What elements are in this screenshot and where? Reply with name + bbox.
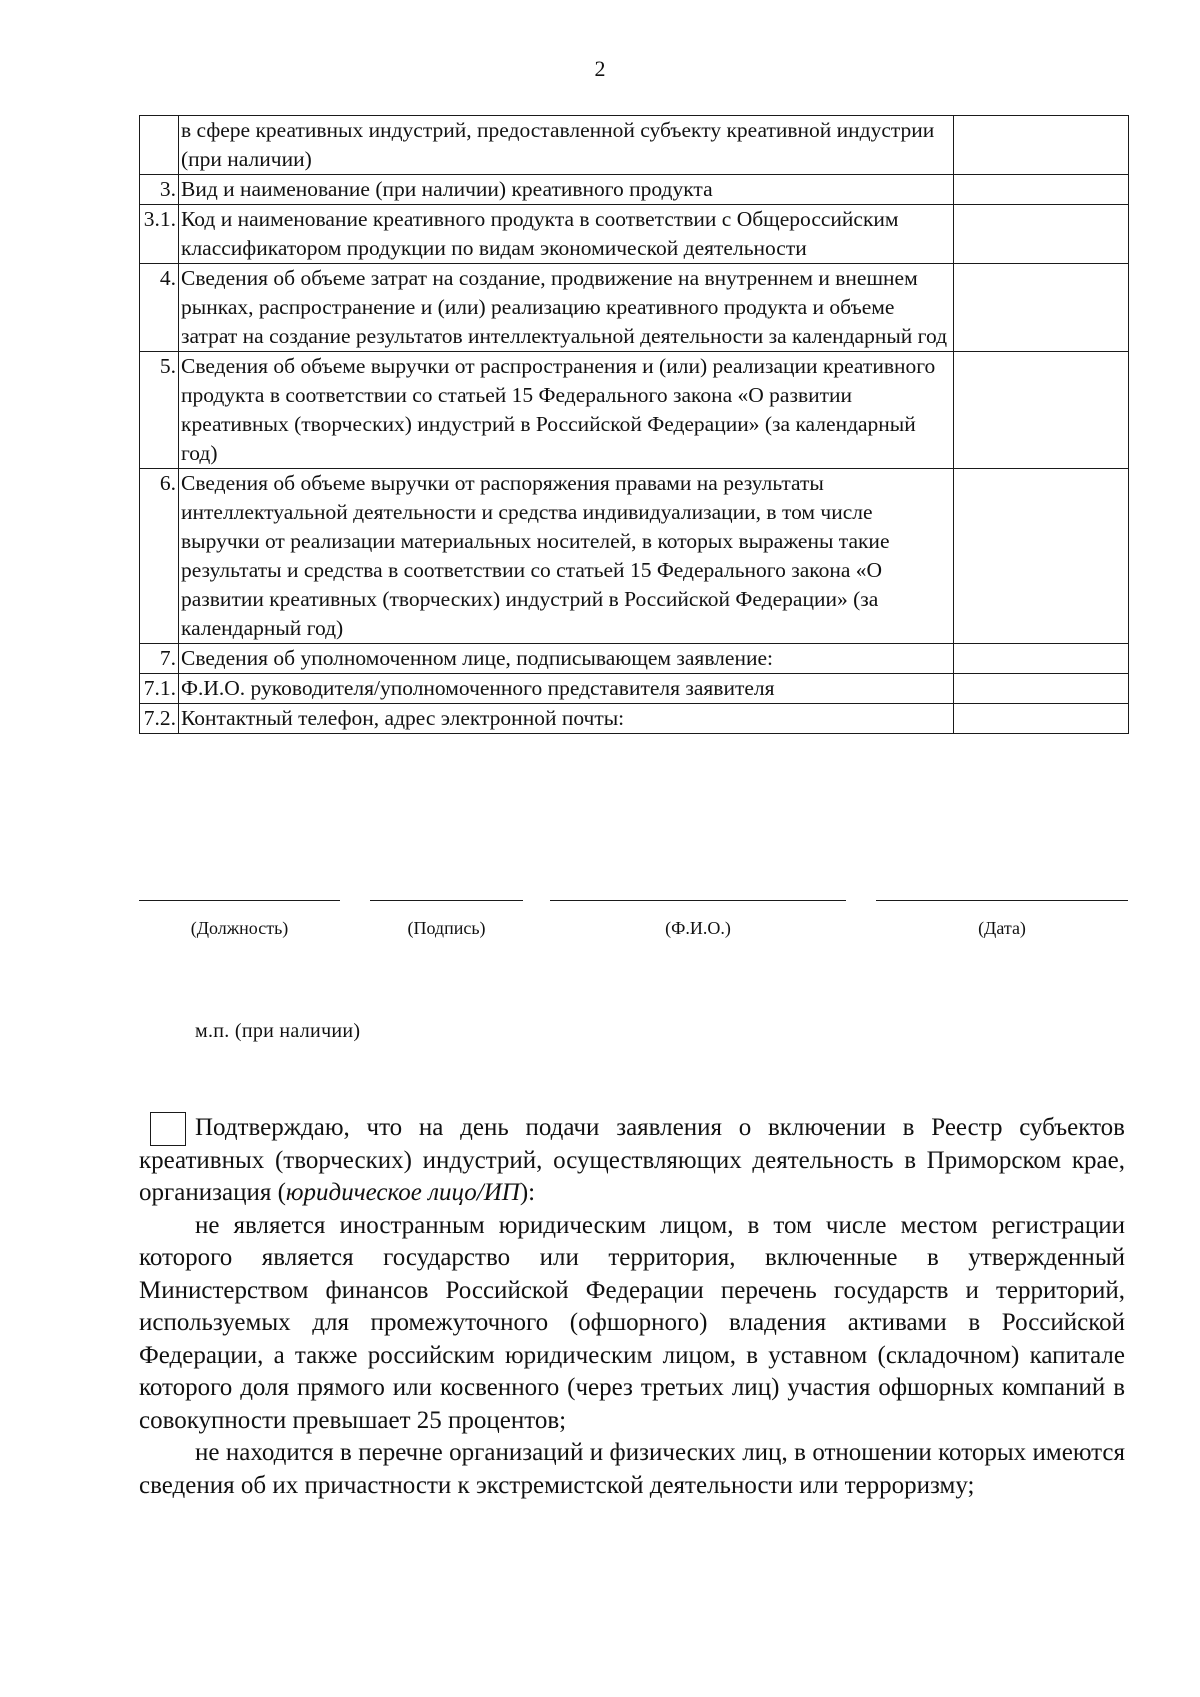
page-number: 2 (594, 56, 606, 81)
row-description: Вид и наименование (при наличии) креативного продукта (179, 175, 954, 205)
row-value-cell[interactable] (954, 205, 1129, 264)
row-description: Контактный телефон, адрес электронной почты: (179, 704, 954, 734)
row-value-cell[interactable] (954, 264, 1129, 352)
row-description: Сведения об объеме выручки от распоряжения правами на результаты интеллектуальной деятельности и средства индивидуализации, в том числе выручки от реализации материальных носителей, в которых выражены такие результаты и средства в соответствии со статьей 15 Федерального закона «О развитии креативных (творческих) индустрий в Российской Федерации» (за календарный год) (179, 469, 954, 644)
row-description: Сведения об объеме выручки от распространения и (или) реализации креативного продукта в соответствии со статьей 15 Федерального закона «О развитии креативных (творческих) индустрий в Российской Федерации» (за календарный год) (179, 352, 954, 469)
table-row (140, 264, 1129, 352)
table-row (140, 469, 1129, 644)
row-number: 4. (140, 264, 179, 352)
table-row (140, 205, 1129, 264)
confirmation-intro: Подтверждаю, что на день подачи заявления о включении в Реестр субъектов креативных (творческих) индустрий, осуществляющих деятельность в Приморском крае, организация (юридическое лицо/ИП): (139, 1114, 1125, 1206)
row-number: 6. (140, 469, 179, 644)
row-value-cell[interactable] (954, 674, 1129, 704)
stamp-label: м.п. (при наличии) (195, 1020, 361, 1042)
row-number (140, 116, 179, 175)
position-line[interactable] (139, 900, 340, 901)
full-name-line[interactable] (550, 900, 846, 901)
row-description: Код и наименование креативного продукта в соответствии с Общероссийским классификатором продукции по видам экономической деятельности (179, 205, 954, 264)
confirmation-clause-1: не является иностранным юридическим лицом, в том числе местом регистрации которого является государство или территория, включенные в утвержденный Министерством финансов Российской Федерации перечень государств и территорий, используемых для промежуточного (офшорного) владения активами в Российской Федерации, а также российским юридическим лицом, в уставном (складочном) капитале которого доля прямого или косвенного (через третьих лиц) участия офшорных компаний в совокупности превышает 25 процентов; (139, 1211, 1125, 1434)
position-caption: (Должность) (190, 918, 289, 938)
signature-line[interactable] (370, 900, 523, 901)
confirmation-clause-2: не находится в перечне организаций и физических лиц, в отношении которых имеются сведения об их причастности к экстремистской деятельности или терроризму; (139, 1439, 1125, 1499)
row-number: 3.1. (140, 205, 179, 264)
table-row (140, 704, 1129, 734)
row-value-cell[interactable] (954, 352, 1129, 469)
row-description: Сведения об объеме затрат на создание, продвижение на внутреннем и внешнем рынках, распространение и (или) реализацию креативного продукта и объеме затрат на создание результатов интеллектуальной деятельности за календарный год (179, 264, 954, 352)
row-number: 3. (140, 175, 179, 205)
row-description: Сведения об уполномоченном лице, подписывающем заявление: (179, 644, 954, 674)
row-value-cell[interactable] (954, 469, 1129, 644)
signature-block (0, 900, 1200, 960)
row-description: Ф.И.О. руководителя/уполномоченного представителя заявителя (179, 674, 954, 704)
table-row (140, 116, 1129, 175)
entity-type-italic: юридическое лицо/ИП (285, 1179, 520, 1206)
table-row (140, 674, 1129, 704)
row-number: 7. (140, 644, 179, 674)
row-number: 7.1. (140, 674, 179, 704)
date-line[interactable] (876, 900, 1128, 901)
row-number: 7.2. (140, 704, 179, 734)
table-row (140, 175, 1129, 205)
confirmation-text (139, 1112, 1125, 1502)
table-row (140, 644, 1129, 674)
row-value-cell[interactable] (954, 116, 1129, 175)
date-caption: (Дата) (978, 918, 1026, 938)
table-row (140, 352, 1129, 469)
full-name-caption: (Ф.И.О.) (665, 918, 731, 938)
row-description: в сфере креативных индустрий, предоставленной субъекту креативной индустрии (при наличии) (179, 116, 954, 175)
row-value-cell[interactable] (954, 704, 1129, 734)
row-number: 5. (140, 352, 179, 469)
confirmation-checkbox[interactable] (150, 1112, 186, 1146)
row-value-cell[interactable] (954, 644, 1129, 674)
row-value-cell[interactable] (954, 175, 1129, 205)
application-form-table (139, 115, 1129, 734)
signature-caption: (Подпись) (407, 918, 486, 938)
